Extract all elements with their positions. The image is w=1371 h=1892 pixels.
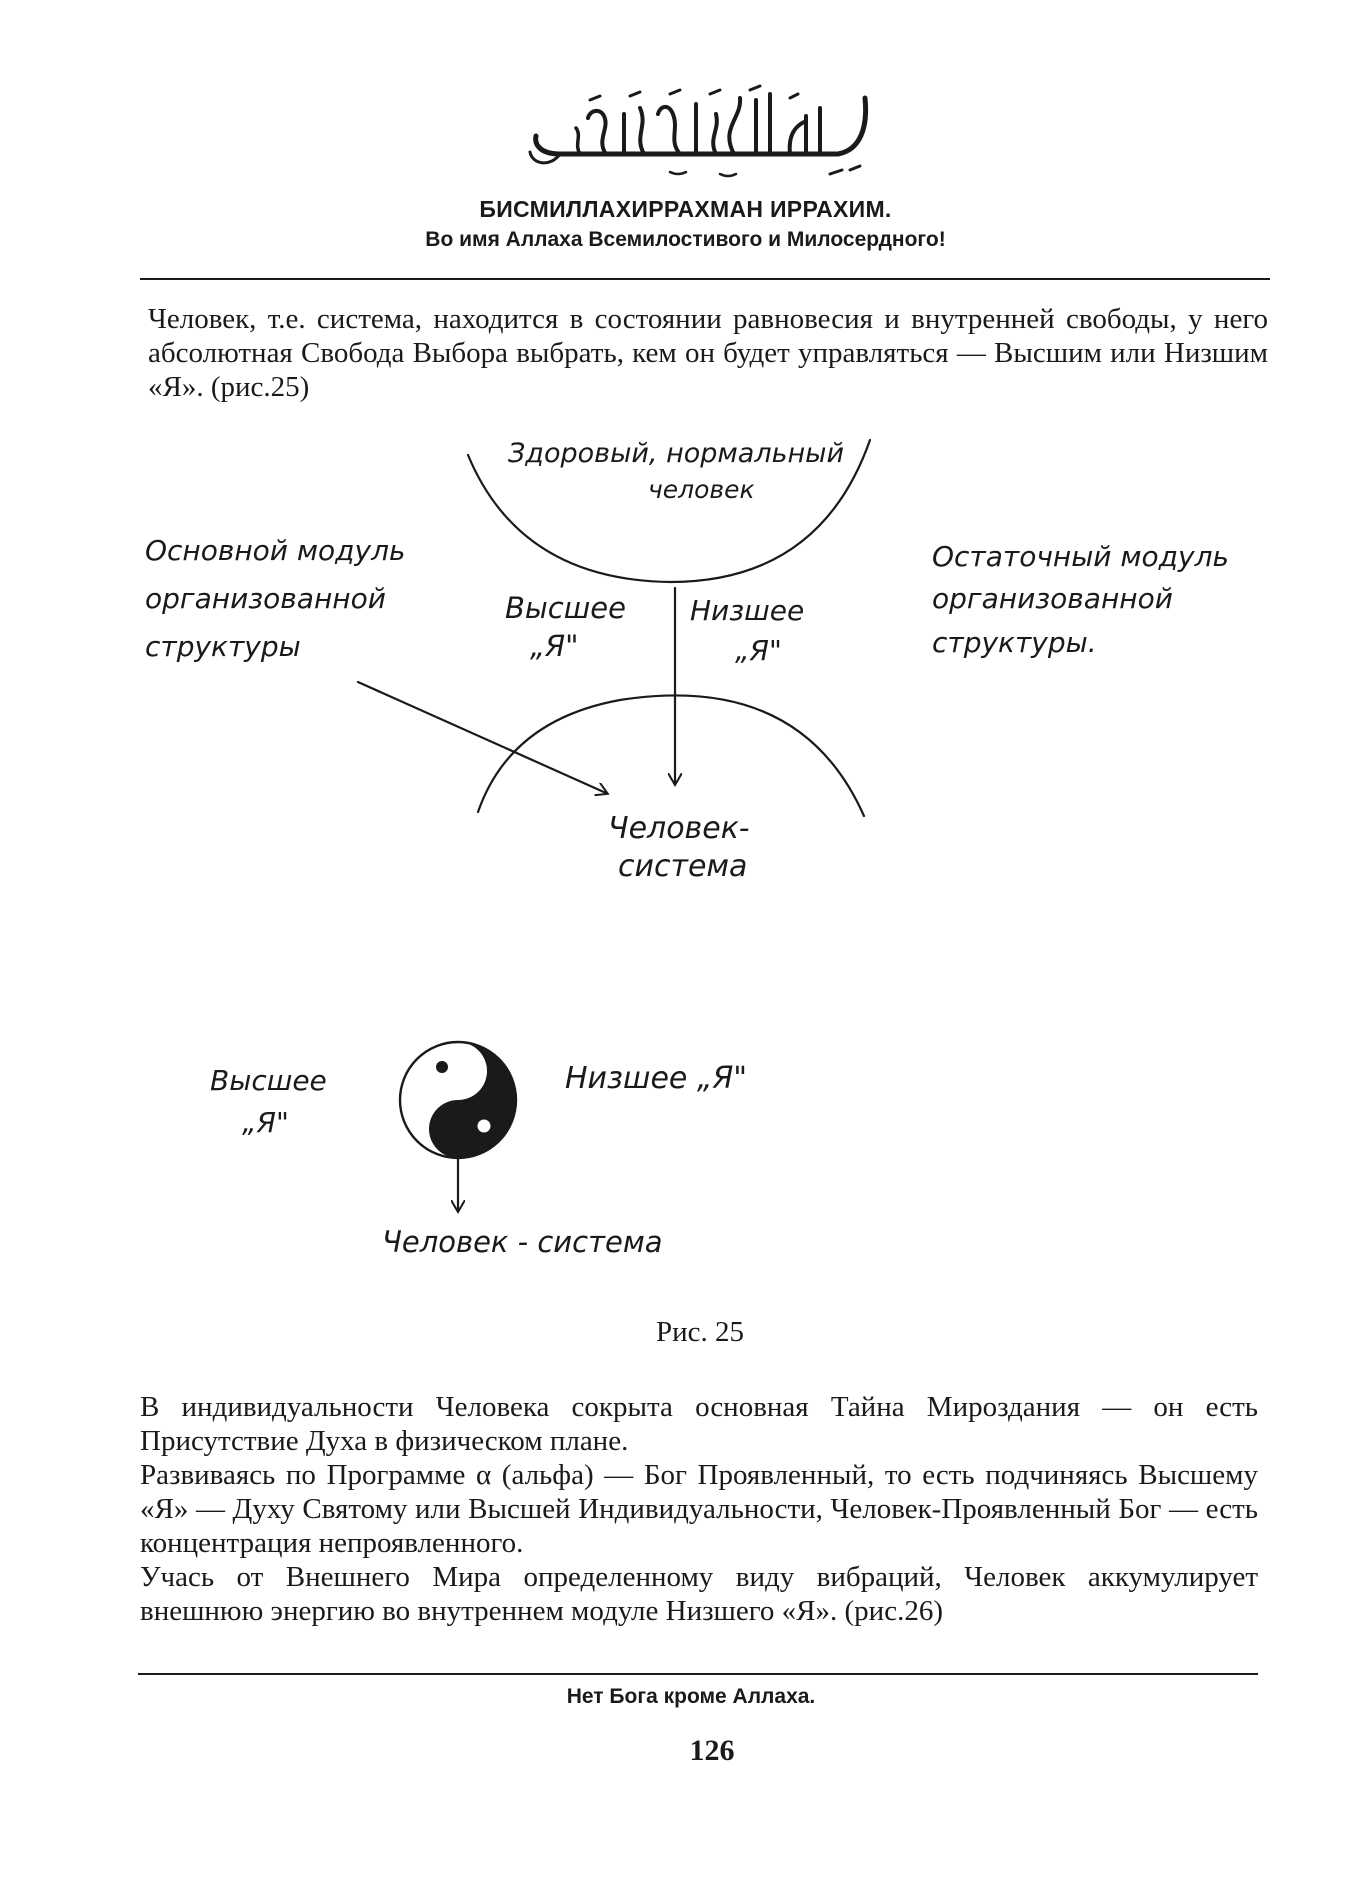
top-label-line2: человек (648, 475, 755, 504)
yin-yang-icon (400, 1042, 516, 1158)
paragraph-2: Развиваясь по Программе α (альфа) — Бог Проявленный, то есть подчиняясь Высшему «Я» — Духу Святому или Высшей Индивидуальности, Человек-Проявленный Бог — есть концентрация непроявленного. (140, 1459, 1258, 1559)
footer-text: Нет Бога кроме Аллаха. (566, 1685, 816, 1708)
system-line2: система (618, 849, 748, 884)
left-label-line3: структуры (145, 630, 301, 663)
diagonal-arrow (358, 682, 606, 793)
page-number: 126 (689, 1734, 735, 1767)
system-line1: Человек- (608, 811, 750, 846)
yy-lower-label: Низшее „Я" (565, 1061, 748, 1096)
higher-self-line2: „Я" (530, 629, 579, 663)
top-label-line1: Здоровый, нормальный (508, 438, 845, 469)
intro-paragraph: Человек, т.е. система, находится в состоянии равновесия и внутренней свободы, у него абсолютная Свобода Выбора выбрать, кем он будет управляться — Высшим или Низшим «Я». (рис.25) (148, 303, 1268, 403)
right-label-line3: структуры. (932, 626, 1097, 659)
figure-caption: Рис. 25 (655, 1316, 745, 1348)
right-label-line1: Остаточный модуль (932, 540, 1229, 573)
bottom-arc (478, 695, 864, 816)
header-subtitle: Во имя Аллаха Всемилостивого и Милосердного! (425, 228, 946, 251)
paragraph-1: В индивидуальности Человека сокрыта основная Тайна Мироздания — он есть Присутствие Духа в физическом плане. (140, 1391, 1258, 1457)
paragraph-3: Учась от Внешнего Мира определенному виду вибраций, Человек аккумулирует внешнюю энергию во внутреннем модуле Низшего «Я». (рис.26) (140, 1561, 1258, 1627)
header-title: БИСМИЛЛАХИРРАХМАН ИРРАХИМ. (479, 196, 892, 222)
lower-self-line1: Низшее (690, 594, 805, 627)
lower-self-line2: „Я" (735, 634, 782, 667)
yy-higher-line1: Высшее (210, 1064, 327, 1097)
yy-system-label: Человек - система (382, 1225, 663, 1259)
left-label-line2: организованной (145, 582, 386, 615)
yy-higher-line2: „Я" (242, 1106, 289, 1139)
right-label-line2: организованной (932, 582, 1173, 615)
higher-self-line1: Высшее (505, 591, 626, 625)
left-label-line1: Основной модуль (145, 534, 406, 567)
footer-divider (138, 1673, 1258, 1675)
